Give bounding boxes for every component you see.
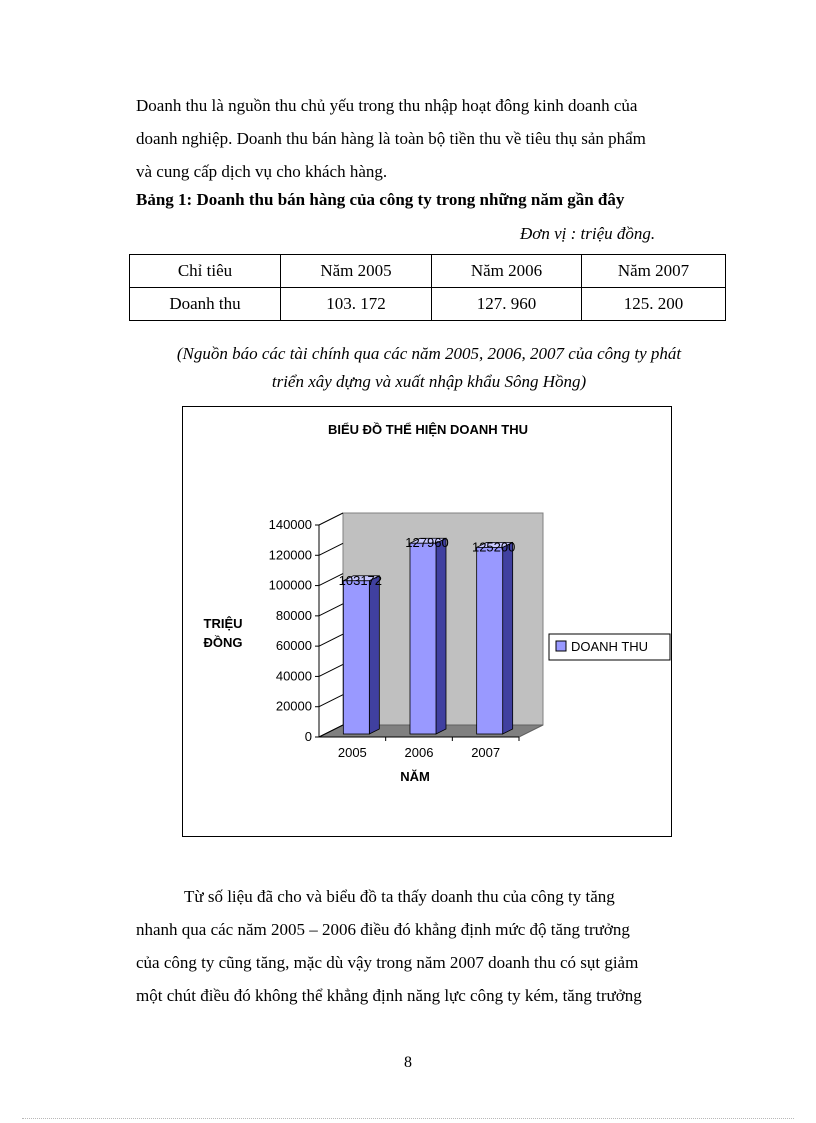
bar-data-label: 127960 [405, 535, 449, 551]
y-tick-label: 0 [304, 729, 312, 744]
table-header-cell: Năm 2006 [432, 255, 582, 288]
y-tick-depth [319, 634, 343, 646]
bar-data-label: 103172 [338, 572, 383, 588]
chart-title: BIỂU ĐỒ THỂ HIỆN DOANH THU [327, 422, 529, 437]
y-ticks [269, 513, 343, 744]
chart-canvas [183, 407, 673, 838]
bar [472, 539, 515, 734]
y-tick-depth [319, 604, 343, 616]
table-cell: 127. 960 [432, 288, 582, 321]
bar-front [343, 581, 369, 734]
table-header-cell: Chỉ tiêu [130, 255, 281, 288]
table-header-cell: Năm 2005 [281, 255, 432, 288]
bar-front [410, 543, 436, 734]
conclusion-line: Từ số liệu đã cho và biểu đồ ta thấy doanh thu của công ty tăng [184, 887, 615, 906]
conclusion-paragraph [136, 880, 718, 1012]
y-tick-depth [319, 664, 343, 676]
revenue-chart [182, 406, 672, 837]
conclusion-line: nhanh qua các năm 2005 – 2006 điều đó khẳng định mức độ tăng trưởng [136, 920, 630, 939]
intro-line: doanh nghiệp. Doanh thu bán hàng là toàn bộ tiền thu về tiêu thụ sản phẩm [136, 129, 646, 148]
intro-line: và cung cấp dịch vụ cho khách hàng. [136, 162, 388, 181]
table-header-cell: Năm 2007 [582, 255, 726, 288]
y-tick-label: 80000 [275, 607, 312, 623]
x-tick-label: 2006 [404, 745, 434, 760]
y-tick-label: 20000 [275, 698, 312, 714]
page-number: 8 [404, 1054, 412, 1071]
chart-legend [549, 634, 670, 660]
y-tick-depth [319, 513, 343, 525]
intro-paragraph [136, 89, 718, 188]
x-tick-label: 2005 [337, 745, 367, 760]
y-tick-depth [319, 543, 343, 555]
bar-side [369, 576, 379, 734]
conclusion-line: của công ty cũng tăng, mặc dù vậy trong năm 2007 doanh thu có sụt giảm [136, 953, 639, 972]
y-tick-label: 40000 [275, 668, 312, 684]
source-line: triển xây dựng và xuất nhập khẩu Sông Hồng) [271, 372, 587, 391]
y-tick-label: 60000 [275, 638, 312, 654]
table-row [130, 288, 726, 321]
source-note [130, 340, 728, 396]
intro-line: Doanh thu là nguồn thu chủ yếu trong thu nhập hoạt đông kinh doanh của [136, 96, 638, 115]
source-line: (Nguồn báo các tài chính qua các năm 2005, 2006, 2007 của công ty phát [176, 344, 682, 363]
bar [339, 573, 382, 734]
bar-side [436, 538, 446, 734]
table-cell: Doanh thu [130, 288, 281, 321]
y-tick-label: 140000 [268, 517, 312, 532]
y-tick-label: 120000 [268, 547, 312, 563]
x-axis-label: NĂM [400, 769, 430, 784]
page-bottom-border [22, 1118, 794, 1119]
bar-front [477, 547, 503, 734]
bar [405, 535, 448, 734]
bar-data-label: 125200 [471, 539, 516, 555]
table-cell: 103. 172 [281, 288, 432, 321]
legend-label: DOANH THU [571, 639, 649, 654]
table-cell: 125. 200 [582, 288, 726, 321]
x-tick-label: 2007 [471, 745, 501, 760]
table-header-row [130, 255, 726, 288]
y-axis-label-line2: ĐỒNG [203, 635, 243, 650]
y-axis-label-line1: TRIỆU [203, 616, 243, 631]
table-unit: Đơn vị : triệu đồng. [520, 224, 656, 243]
conclusion-line: một chút điều đó không thể khẳng định năng lực công ty kém, tăng trưởng [136, 986, 642, 1005]
legend-swatch [556, 641, 566, 651]
y-tick-label: 100000 [268, 577, 312, 593]
y-tick-depth [319, 695, 343, 707]
table-title: Bảng 1: Doanh thu bán hàng của công ty trong những năm gần đây [136, 190, 625, 209]
revenue-table [129, 254, 726, 321]
x-ticks [338, 737, 519, 760]
bar-side [503, 542, 513, 734]
